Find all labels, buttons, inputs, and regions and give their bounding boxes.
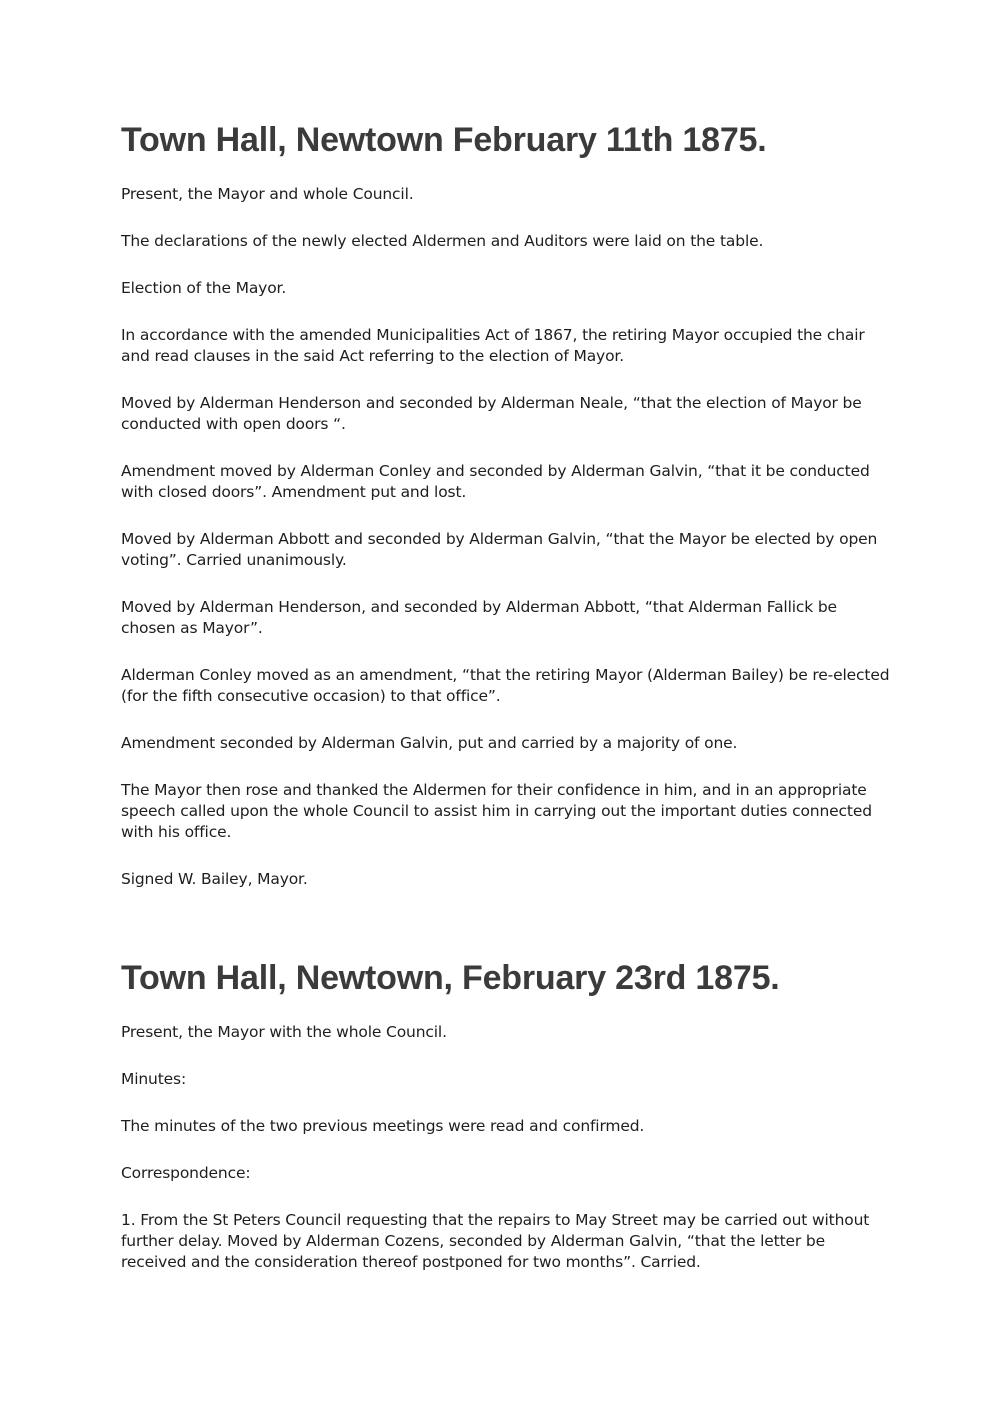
paragraph: Present, the Mayor and whole Council. <box>121 185 414 204</box>
paragraph: Election of the Mayor. <box>121 279 287 298</box>
paragraph: The declarations of the newly elected Aldermen and Auditors were laid on the table. <box>121 232 764 251</box>
paragraph: In accordance with the amended Municipalities Act of 1867, the retiring Mayor occupied the chair and read clauses in the said Act referring to the election of Mayor. <box>121 326 865 366</box>
paragraph: Correspondence: <box>121 1164 251 1183</box>
paragraph: The minutes of the two previous meetings were read and confirmed. <box>121 1117 645 1136</box>
section-heading: Town Hall, Newtown February 11th 1875. <box>121 121 767 159</box>
section-body <box>121 184 891 890</box>
paragraph: Moved by Alderman Henderson and seconded by Alderman Neale, “that the election of Mayor be conducted with open doors “. <box>121 394 862 434</box>
paragraph: Minutes: <box>121 1070 187 1089</box>
paragraph: Moved by Alderman Abbott and seconded by Alderman Galvin, “that the Mayor be elected by open voting”. Carried unanimously. <box>121 530 878 570</box>
paragraph: The Mayor then rose and thanked the Aldermen for their confidence in him, and in an appropriate speech called upon the whole Council to assist him in carrying out the important duties connected with his office. <box>121 781 872 842</box>
paragraph: Alderman Conley moved as an amendment, “that the retiring Mayor (Alderman Bailey) be re-elected (for the fifth consecutive occasion) to that office”. <box>121 666 890 706</box>
paragraph: Moved by Alderman Henderson, and seconded by Alderman Abbott, “that Alderman Fallick be chosen as Mayor”. <box>121 598 837 638</box>
section-body <box>121 1022 891 1273</box>
signature-line: Signed W. Bailey, Mayor. <box>121 870 308 889</box>
paragraph: Present, the Mayor with the whole Council. <box>121 1023 447 1042</box>
minutes-section-feb-23 <box>121 959 891 1299</box>
paragraph: 1. From the St Peters Council requesting that the repairs to May Street may be carried out without further delay. Moved by Alderman Cozens, seconded by Alderman Galvin, “that the letter be received and the consideration thereof postponed for two months”. Carried. <box>121 1211 870 1272</box>
minutes-section-feb-11 <box>121 121 891 916</box>
paragraph: Amendment seconded by Alderman Galvin, put and carried by a majority of one. <box>121 734 738 753</box>
section-heading: Town Hall, Newtown, February 23rd 1875. <box>121 959 780 997</box>
paragraph: Amendment moved by Alderman Conley and seconded by Alderman Galvin, “that it be conducted with closed doors”. Amendment put and lost. <box>121 462 870 502</box>
